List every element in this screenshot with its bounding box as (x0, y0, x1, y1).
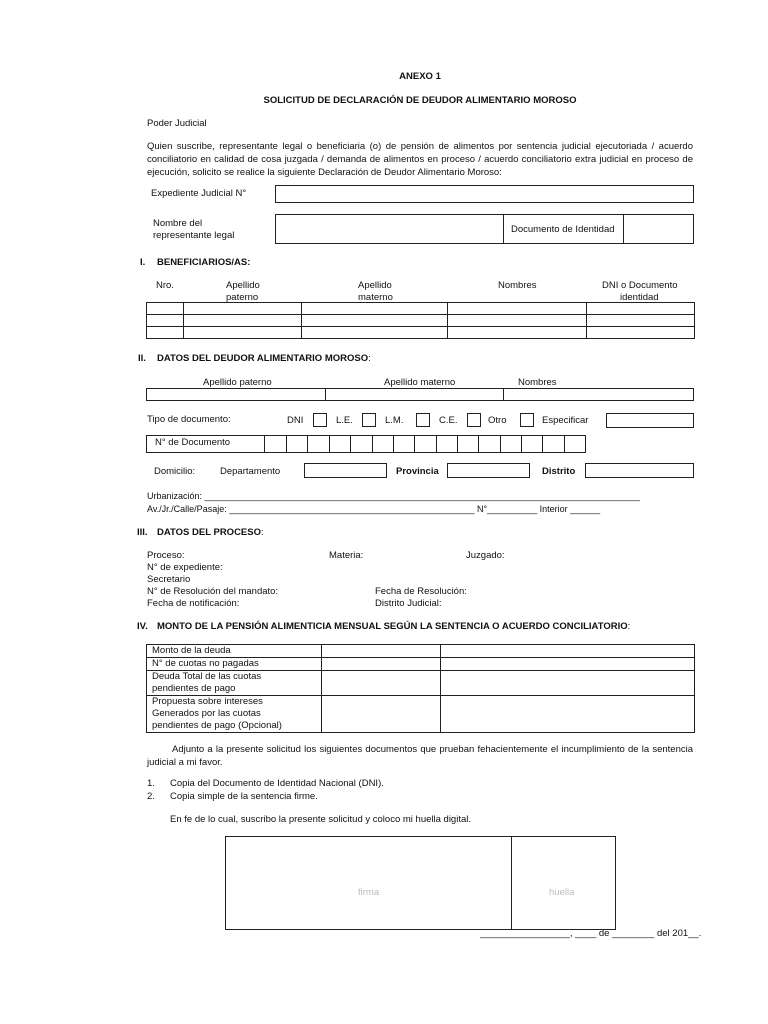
documento-label: Documento de Identidad (511, 224, 615, 235)
section-2-heading (157, 353, 371, 364)
section-3-heading (157, 527, 264, 538)
section-4-title: MONTO DE LA PENSIÓN ALIMENTICIA MENSUAL SEGÚN LA SENTENCIA O ACUERDO CONCILIATORIO (157, 621, 628, 632)
section-1-number: I. (140, 257, 146, 268)
intro-paragraph (147, 140, 693, 179)
col-nombres: Nombres (498, 280, 537, 291)
doc-type-lm-checkbox[interactable] (416, 413, 430, 427)
provincia-input[interactable] (447, 463, 530, 478)
monto-value-cell[interactable] (322, 696, 441, 733)
monto-value-cell[interactable] (441, 645, 695, 658)
fecha-notificacion-label: Fecha de notificación: (147, 598, 240, 609)
col-ap-paterno-2: paterno (226, 292, 259, 303)
table-row (147, 658, 695, 671)
col-dni-2: identidad (620, 292, 659, 303)
table-row (147, 645, 695, 658)
deudor-ap-paterno-label: Apellido paterno (203, 377, 272, 388)
huella-label: huella (549, 887, 575, 898)
section-4-number: IV. (137, 621, 148, 632)
table-row[interactable] (147, 327, 695, 339)
section-1-heading: BENEFICIARIOS/AS: (157, 257, 251, 268)
doc-type-le-label: L.E. (336, 415, 353, 426)
annex-label: ANEXO 1 (399, 71, 441, 82)
especificar-input[interactable] (606, 413, 694, 428)
provincia-label: Provincia (396, 466, 439, 477)
monto-value-cell[interactable] (441, 671, 695, 696)
section-2-title: DATOS DEL DEUDOR ALIMENTARIO MOROSO (157, 353, 369, 364)
attachments-paragraph (147, 743, 693, 769)
attachment-1-number: 1. (147, 778, 155, 789)
urbanizacion-line: Urbanización: _______________________________________________________________________________________ (147, 491, 640, 501)
monto-row-label-line: Generados por las cuotas (152, 708, 261, 719)
attachment-2-number: 2. (147, 791, 155, 802)
documento-label-cell (503, 214, 624, 244)
section-3-number: III. (137, 527, 148, 538)
attachment-2-text: Copia simple de la sentencia firme. (170, 791, 318, 802)
section-2-number: II. (138, 353, 146, 364)
distrito-input[interactable] (585, 463, 694, 478)
doc-type-otro-label: Otro (488, 415, 507, 426)
table-row (147, 696, 695, 733)
monto-row-label-line: Deuda Total de las cuotas (152, 671, 262, 682)
deudor-ap-paterno-input[interactable] (146, 388, 326, 401)
representante-input[interactable] (275, 214, 504, 244)
deudor-nombres-input[interactable] (503, 388, 694, 401)
beneficiaries-table (146, 302, 695, 339)
monto-value-cell[interactable] (441, 658, 695, 671)
especificar-label: Especificar (542, 415, 589, 426)
fecha-resolucion-label: Fecha de Resolución: (375, 586, 467, 597)
monto-row-label-line: N° de cuotas no pagadas (152, 658, 259, 669)
proceso-label: Proceso: (147, 550, 185, 561)
doc-type-ce-checkbox[interactable] (467, 413, 481, 427)
nro-documento-label-cell (146, 435, 265, 453)
nro-documento-label: N° de Documento (155, 437, 231, 448)
attachments-intro-1: Adjunto a la presente solicitud los siguientes documentos que prueban fehacientemente el incumplimiento de la sentencia (172, 744, 693, 755)
documento-input[interactable] (623, 214, 694, 244)
expediente-label: Expediente Judicial N° (151, 188, 247, 199)
deudor-nombres-label: Nombres (518, 377, 557, 388)
monto-row-label (147, 645, 322, 658)
monto-row-label-line: Monto de la deuda (152, 645, 231, 656)
tipo-documento-label: Tipo de documento: (147, 414, 231, 425)
section-3-title: DATOS DEL PROCESO (157, 527, 261, 538)
addressee: Poder Judicial (147, 118, 207, 129)
section-2-colon: : (368, 353, 371, 364)
section-3-colon: : (261, 527, 264, 538)
section-4-colon: : (627, 621, 631, 632)
doc-type-dni-checkbox[interactable] (313, 413, 327, 427)
juzgado-label: Juzgado: (466, 550, 505, 561)
document-title: SOLICITUD DE DECLARACIÓN DE DEUDOR ALIMENTARIO MOROSO (263, 95, 577, 106)
departamento-label: Departamento (220, 466, 281, 477)
monto-row-label-line: Propuesta sobre intereses (152, 696, 263, 707)
monto-row-label-line: pendientes de pago (152, 683, 236, 694)
nro-documento-input[interactable] (264, 435, 586, 453)
col-ap-materno-1: Apellido (358, 280, 392, 291)
signature-box[interactable] (225, 836, 512, 930)
domicilio-label: Domicilio: (154, 466, 196, 477)
nro-expediente-label: N° de expediente: (147, 562, 223, 573)
representante-label-2: representante legal (153, 230, 235, 241)
doc-type-lm-label: L.M. (385, 415, 404, 426)
date-line: _________________, ____ de ________ del 201__. (480, 928, 702, 939)
doc-type-le-checkbox[interactable] (362, 413, 376, 427)
col-dni-1: DNI o Documento (602, 280, 678, 291)
deudor-ap-materno-label: Apellido materno (384, 377, 456, 388)
monto-table (146, 644, 695, 733)
av-jr-line: Av./Jr./Calle/Pasaje: _________________________________________________ N°__________ Interior ______ (147, 504, 601, 514)
monto-row-label-line: pendientes de pago (Opcional) (152, 720, 282, 731)
monto-row-label (147, 658, 322, 671)
firma-label: firma (358, 887, 380, 898)
distrito-judicial-label: Distrito Judicial: (375, 598, 442, 609)
attachment-1-text: Copia del Documento de Identidad Nacional (DNI). (170, 778, 384, 789)
materia-label: Materia: (329, 550, 364, 561)
digit-dividers (265, 436, 585, 452)
col-ap-materno-2: materno (358, 292, 393, 303)
table-row[interactable] (147, 303, 695, 315)
nro-resolucion-label: N° de Resolución del mandato: (147, 586, 279, 597)
attachments-intro-2: judicial a mi favor. (147, 757, 223, 768)
monto-value-cell[interactable] (322, 671, 441, 696)
distrito-label: Distrito (542, 466, 576, 477)
representante-label-1: Nombre del (153, 218, 203, 229)
deudor-ap-materno-input[interactable] (325, 388, 504, 401)
closing-statement: En fe de lo cual, suscribo la presente solicitud y coloco mi huella digital. (170, 814, 471, 825)
doc-type-dni-label: DNI (287, 415, 304, 426)
section-4-heading (157, 621, 630, 632)
intro-line-3: ejecución, solicito se realice la siguiente Declaración de Deudor Alimentario Moroso: (147, 167, 502, 178)
departamento-input[interactable] (304, 463, 387, 478)
fingerprint-box[interactable] (511, 836, 616, 930)
table-row (147, 671, 695, 696)
monto-value-cell[interactable] (322, 658, 441, 671)
secretario-label: Secretario (147, 574, 191, 585)
col-nro: Nro. (156, 280, 174, 291)
intro-line-2: conciliatorio en calidad de cosa juzgada / demanda de alimentos en proceso / acuerdo conciliatorio extra judicial en proceso de (147, 154, 693, 165)
monto-value-cell[interactable] (441, 696, 695, 733)
intro-line-1: Quien suscribe, representante legal o beneficiaria (o) de pensión de alimentos por sentencia judicial ejecutoriada / acuerdo (147, 141, 693, 152)
expediente-input[interactable] (275, 185, 694, 203)
table-row[interactable] (147, 315, 695, 327)
monto-value-cell[interactable] (322, 645, 441, 658)
col-ap-paterno-1: Apellido (226, 280, 260, 291)
monto-row-label (147, 696, 322, 733)
monto-row-label (147, 671, 322, 696)
doc-type-otro-checkbox[interactable] (520, 413, 534, 427)
doc-type-ce-label: C.E. (439, 415, 458, 426)
